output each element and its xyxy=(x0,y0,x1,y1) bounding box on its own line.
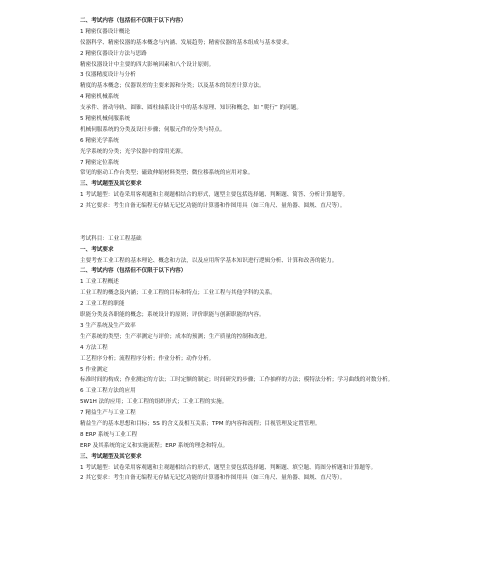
paragraph: ERP 及其系统的定义和实施流程；ERP 系统的理念和特点。 xyxy=(80,442,229,449)
subsection-heading: 6 精密光学系统 xyxy=(80,137,119,144)
subsection-heading: 2 工业工程的职能 xyxy=(80,301,125,308)
paragraph: 1 考试题型：试卷采用客观题和主观题相结合的形式，题型主要包括选择题、判断题、填空题、简图分析题和计算题等。 xyxy=(80,464,377,471)
paragraph: 精度的基本概念；仪器误差的主要来源和分类；以及基本的误差计算方法。 xyxy=(80,83,265,90)
paragraph: 精益生产的基本思想和目标；5S 的含义及相互关系；TPM 的内容和流程；目视管理及定置管理。 xyxy=(80,420,321,427)
section-heading: 二、考试内容（包括但不仅限于以下内容） xyxy=(80,268,187,275)
subsection-heading: 5 作业测定 xyxy=(80,366,108,373)
paragraph: 仪器科学、精密仪器的基本概念与内涵、发展趋势；精密仪器的基本组成与基本要求。 xyxy=(80,39,293,46)
paragraph: 职能分类及各职能的概念；系统设计的原则；评价职能与创新职能的内容。 xyxy=(80,312,265,319)
paragraph: 工艺程序分析；流程程序分析；作业分析；动作分析。 xyxy=(80,355,215,362)
subsection-heading: 7 精密定位系统 xyxy=(80,159,119,166)
section-precision-instrument xyxy=(80,16,448,212)
subsection-heading: 4 精密机械系统 xyxy=(80,94,119,101)
paragraph: 考试科目：工业工程基础 xyxy=(80,235,142,242)
section-heading: 二、考试内容（包括但不仅限于以下内容） xyxy=(80,18,187,24)
subsection-heading: 1 精密仪器设计概论 xyxy=(80,28,131,35)
paragraph: 生产系统的类型；生产率测定与评价；成本的预测；生产质量的控制和改进。 xyxy=(80,333,271,340)
paragraph: 2 其它要求：考生自备无编程无存储无记忆功能的计算器和作图用具（如三角尺、量角器、圆规、直尺等）。 xyxy=(80,203,346,210)
paragraph: 工业工程的概念及内涵；工业工程的目标和特点；工业工程与其他学科的关系。 xyxy=(80,290,276,297)
section-heading: 一、考试要求 xyxy=(80,246,114,253)
subsection-heading: 7 精益生产与工业工程 xyxy=(80,410,136,417)
section-gap xyxy=(80,212,448,223)
subsection-heading: 6 工业工程方法的应用 xyxy=(80,388,136,395)
section-heading: 三、考试题型及其它要求 xyxy=(80,181,142,188)
paragraph: 精密仪器设计中主要的四大影响因素和八个设计原则。 xyxy=(80,61,215,68)
paragraph: 标准时间的构成；作业测定的方法；工时定额的制定；时间研究的步骤；工作抽样的方法；模特法分析；学习曲线的对数分析。 xyxy=(80,377,394,384)
paragraph: 5W1H 法的应用；工业工程的组织形式；工业工程的实施。 xyxy=(80,399,228,406)
paragraph: 常见的驱动工作台类型；磁致伸缩材料类型；微位移系统的应用对象。 xyxy=(80,170,254,177)
subsection-heading: 8 ERP 系统与工业工程 xyxy=(80,431,138,438)
section-gap xyxy=(80,223,448,234)
subsection-heading: 4 方法工程 xyxy=(80,344,108,351)
subsection-heading: 3 生产系统及生产效率 xyxy=(80,322,136,329)
section-industrial-engineering xyxy=(80,234,448,485)
subsection-heading: 1 工业工程概述 xyxy=(80,279,119,286)
paragraph: 支承件、滑动导轨、圆锥、圆柱轴系设计中的基本原理、知识和概念，如 “爬行” 的问题。 xyxy=(80,105,302,112)
section-heading: 三、考试题型及其它要求 xyxy=(80,453,142,460)
paragraph: 机械伺服系统的分类及设计步骤；伺服元件的分类与特点。 xyxy=(80,126,226,133)
subsection-heading: 2 精密仪器设计方法与思路 xyxy=(80,50,147,57)
subsection-heading: 5 精密机械伺服系统 xyxy=(80,116,131,123)
paragraph: 主要考查工业工程的基本理论、概念和方法，以及应用所学基本知识进行逻辑分析、计算和改善的能力。 xyxy=(80,257,338,264)
paragraph: 1 考试题型：试卷采用客观题和主观题相结合的形式，题型主要包括选择题、判断题、简答、分析计算题等。 xyxy=(80,192,349,199)
paragraph: 2 其它要求：考生自备无编程无存储无记忆功能的计算器和作图用具（如三角尺、量角器、圆规、直尺等）。 xyxy=(80,475,346,482)
subsection-heading: 3 仪器精度设计与分析 xyxy=(80,72,136,79)
paragraph: 光学系统的分类；光学仪器中的常用光源。 xyxy=(80,148,187,155)
